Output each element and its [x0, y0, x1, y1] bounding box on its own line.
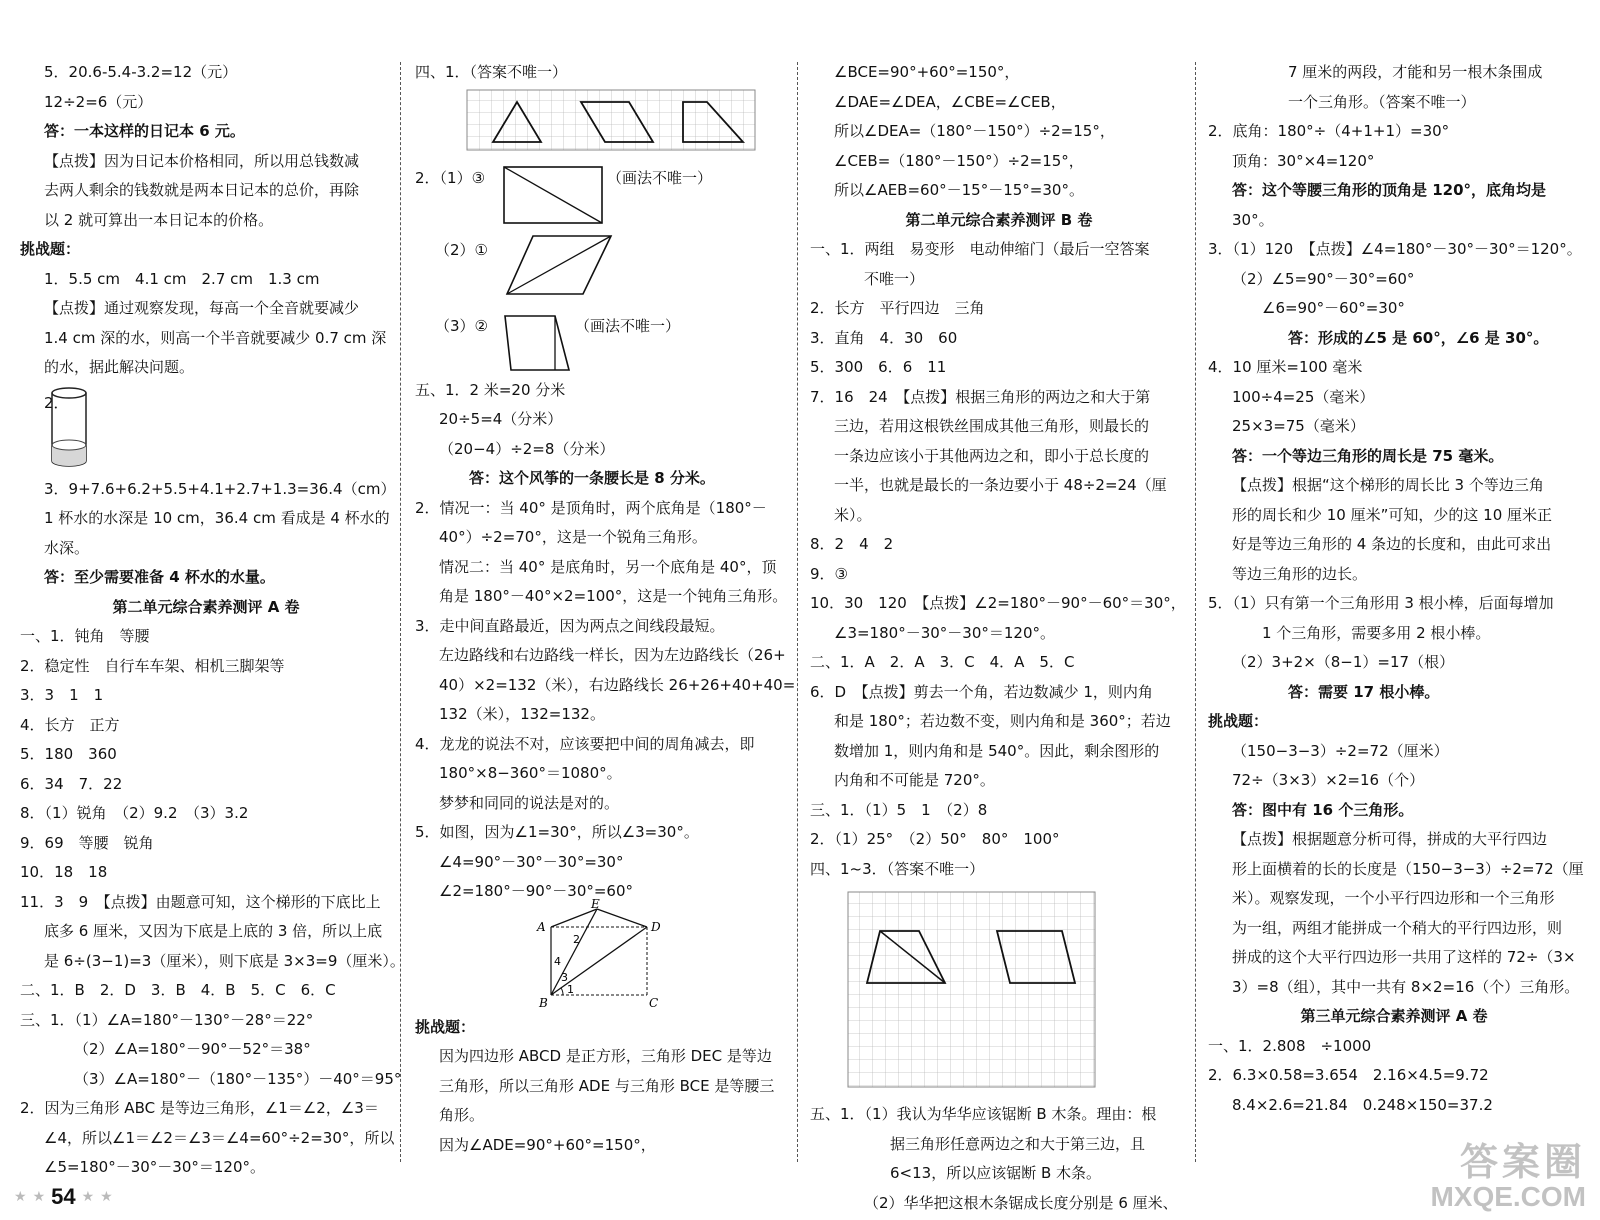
column-3 [810, 58, 1188, 1218]
text-line: 30°。 [1232, 210, 1274, 229]
page-number: 54 [51, 1184, 76, 1209]
column-4 [1208, 58, 1584, 1120]
text-line: ∠4=90°－30°－30°=30° [439, 852, 624, 871]
text-line: 2．（1）③ [415, 168, 486, 187]
grid-trapezoid-figure [846, 890, 1106, 1100]
text-line: （2）∠A=180°－90°－52°＝38° [74, 1040, 311, 1058]
answer-line: 答：需要 17 根小棒。 [1288, 682, 1440, 701]
text-line: 2．（1）25° （2）50° 80° 100° [810, 830, 1060, 848]
text-line: （画法不唯一） [575, 316, 681, 335]
text-line: 3．直角 4．30 60 [810, 328, 958, 347]
star-icon: ★ [14, 1189, 27, 1205]
text-line: ∠CEB=（180°－150°）÷2=15°， [834, 151, 1084, 170]
star-icon: ★ [100, 1189, 113, 1205]
text-line: 因为∠ADE=90°+60°=150°， [439, 1135, 656, 1154]
star-icon: ★ [32, 1189, 46, 1205]
column-separator [1195, 62, 1196, 1162]
text-line: （150−3−3）÷2=72（厘米） [1232, 741, 1449, 760]
answer-line: 答：这个风筝的一条腰长是 8 分米。 [469, 469, 715, 487]
text-line: 【点拨】通过观察发现，每高一个全音就要减少 [44, 299, 360, 317]
text-line: 数增加 1，则内角和是 540°。因此，剩余图形的 [834, 741, 1160, 760]
text-line: （3）∠A=180°－（180°－135°）－40°＝95° [74, 1069, 402, 1088]
text-line: 3．走中间直路最近，因为两点之间线段最短。 [415, 616, 725, 635]
point-label-E: E [591, 896, 600, 911]
text-line: （2）3+2×（8−1）=17（根） [1232, 653, 1455, 671]
section-heading: 挑战题： [20, 240, 81, 258]
text-line: 40°）÷2=70°，这是一个锐角三角形。 [439, 528, 707, 546]
point-label-D: D [651, 919, 661, 934]
column-separator [797, 62, 798, 1162]
text-line: 4．长方 正方 [20, 715, 120, 734]
answer-line: 答：这个等腰三角形的顶角是 120°，底角均是 [1232, 181, 1547, 199]
text-line: 8．（1）锐角 （2）9.2 （3）3.2 [20, 804, 249, 822]
text-line: 三角形，所以三角形 ADE 与三角形 BCE 是等腰三 [439, 1076, 775, 1095]
text-line: 一、1．两组 易变形 电动伸缩门（最后一空答案 [810, 240, 1150, 258]
text-line: 1 个三角形，需要多用 2 根小棒。 [1262, 623, 1491, 642]
text-line: 角是 180°－40°×2=100°，这是一个钝角三角形。 [439, 587, 788, 605]
text-line: 4．10 厘米=100 毫米 [1208, 358, 1363, 376]
text-line: 内角和不可能是 720°。 [834, 771, 995, 789]
text-line: 8.4×2.6=21.84 0.248×150=37.2 [1232, 1095, 1493, 1114]
text-line: 所以∠DEA=（180°－150°）÷2=15°， [834, 122, 1115, 140]
cylinder-figure [48, 385, 90, 471]
text-line: ∠4，所以∠1＝∠2＝∠3＝∠4=60°÷2=30°，所以 [44, 1128, 395, 1147]
answer-line: 答：至少需要准备 4 杯水的水量。 [44, 568, 275, 586]
text-line: 10．18 18 [20, 863, 108, 881]
text-line: 5．300 6．6 11 [810, 358, 947, 376]
text-line: 三、1．（1）∠A=180°－130°－28°＝22° [20, 1010, 314, 1029]
grid-shapes-figure [467, 88, 767, 158]
text-line: 一个三角形。（答案不唯一） [1288, 92, 1476, 111]
section-title: 第二单元综合素养测评 A 卷 [112, 597, 300, 616]
text-line: 12÷2=6（元） [44, 92, 153, 111]
text-line: 2．长方 平行四边 三角 [810, 299, 985, 317]
square-triangle-figure [533, 896, 713, 1013]
text-line: 角形。 [439, 1106, 485, 1124]
text-line: 为一组，两组才能拼成一个稍大的平行四边形，则 [1232, 918, 1563, 937]
text-line: 3．3 1 1 [20, 686, 104, 704]
column-2 [415, 58, 796, 1160]
text-line: 3）=8（组），其中一共有 8×2=16（个）三角形。 [1232, 977, 1580, 996]
text-line: 1．5.5 cm 4.1 cm 2.7 cm 1.3 cm [44, 269, 320, 288]
text-line: ∠6=90°－60°=30° [1262, 299, 1405, 317]
text-line: 1 杯水的水深是 10 cm，36.4 cm 看成是 4 杯水的 [44, 509, 390, 527]
rectangle-figure-row [415, 164, 790, 228]
parallelogram-divided-figure [505, 234, 615, 298]
text-line: 情况二：当 40° 是底角时，另一个底角是 40°，顶 [439, 557, 777, 576]
text-line: （2）∠5=90°－30°=60° [1232, 269, 1415, 288]
text-line: 米）。 [834, 505, 872, 524]
text-line: （2）① [435, 240, 488, 259]
text-line: 一、1．钝角 等腰 [20, 627, 150, 645]
text-line: 6．34 7．22 [20, 774, 123, 793]
text-line: 72÷（3×3）×2=16（个） [1232, 771, 1425, 789]
text-line: 【点拨】根据题意分析可得，拼成的大平行四边 [1232, 830, 1548, 848]
text-line: 好是等边三角形的 4 条边的长度和，由此可求出 [1232, 535, 1552, 553]
point-label-C: C [649, 995, 659, 1010]
text-line: 五、1．2 米=20 分米 [415, 380, 566, 399]
text-line: （3）② [435, 316, 488, 335]
text-line: 8．2 4 2 [810, 535, 894, 553]
text-line: 以 2 就可算出一本日记本的价格。 [44, 210, 274, 229]
text-line: 底多 6 厘米，又因为下底是上底的 3 倍，所以上底 [44, 922, 383, 940]
angle-label-1: 1 [567, 982, 574, 996]
text-line: 一、1．2.808 ÷1000 [1208, 1036, 1372, 1055]
answer-line: 答：形成的∠5 是 60°，∠6 是 30°。 [1288, 328, 1549, 347]
text-line: 三、1．（1）5 1 （2）8 [810, 800, 988, 819]
watermark-text: 答案圈 [1459, 1140, 1586, 1184]
text-line: 形上面横着的长的长度是（150−3−3）÷2=72（厘 [1232, 859, 1584, 878]
text-line: 所以∠AEB=60°－15°－15°=30°。 [834, 181, 1084, 199]
watermark-url: MXQE.COM [1430, 1181, 1586, 1212]
text-line: 4．龙龙的说法不对，应该要把中间的周角减去，即 [415, 734, 755, 753]
text-line: 2．因为三角形 ABC 是等边三角形，∠1＝∠2，∠3＝ [20, 1099, 379, 1117]
section-title: 第三单元综合素养测评 A 卷 [1300, 1007, 1488, 1025]
text-line: 25×3=75（毫米） [1232, 417, 1365, 435]
text-line: 6．D 【点拨】剪去一个角，若边数减少 1，则内角 [810, 682, 1153, 701]
section-heading: 挑战题： [1208, 712, 1269, 730]
point-label-A: A [537, 919, 546, 934]
text-line: 2． [44, 393, 69, 412]
answer-line: 答：一本这样的日记本 6 元。 [44, 122, 245, 140]
text-line: 2．6.3×0.58=3.654 2.16×4.5=9.72 [1208, 1066, 1489, 1084]
text-line: （20−4）÷2=8（分米） [439, 439, 615, 458]
text-line: ∠3=180°－30°－30°＝120°。 [834, 623, 1055, 642]
text-line: 5．如图，因为∠1=30°，所以∠3=30°。 [415, 823, 699, 841]
text-line: 3．（1）120 【点拨】∠4=180°－30°－30°＝120°。 [1208, 240, 1582, 258]
text-line: 132（米），132=132。 [439, 705, 605, 723]
angle-label-4: 4 [554, 954, 561, 968]
text-line: 6<13，所以应该锯断 B 木条。 [890, 1164, 1102, 1182]
watermark [1430, 1142, 1586, 1212]
text-line: 10．30 120 【点拨】∠2=180°－90°－60°＝30°， [810, 594, 1186, 612]
text-line: ∠BCE=90°+60°=150°， [834, 63, 1020, 81]
text-line: 去两人剩余的钱数就是两本日记本的总价，再除 [44, 181, 360, 199]
text-line: 三边，若用这根铁丝围成其他三角形，则最长的 [834, 417, 1150, 435]
point-label-B: B [539, 995, 548, 1010]
text-line: ∠5=180°－30°－30°＝120°。 [44, 1158, 265, 1176]
text-line: 20÷5=4（分米） [439, 410, 563, 428]
text-line: 3．9+7.6+6.2+5.5+4.1+2.7+1.3=36.4（cm） [44, 479, 396, 498]
text-line: 2．稳定性 自行车车架、相机三脚架等 [20, 656, 285, 675]
text-line: 因为四边形 ABCD 是正方形，三角形 DEC 是等边 [439, 1047, 772, 1065]
star-icon: ★ [81, 1189, 95, 1205]
text-line: 11．3 9 【点拨】由题意可知，这个梯形的下底比上 [20, 892, 381, 911]
text-line: 左边路线和右边路线一样长，因为左边路线长（26+ [439, 646, 786, 664]
angle-label-3: 3 [561, 970, 568, 984]
text-line: 【点拨】因为日记本价格相同，所以用总钱数减 [44, 151, 360, 170]
text-line: 拼成的这个大平行四边形一共用了这样的 72÷（3× [1232, 948, 1576, 966]
text-line: 9．③ [810, 564, 848, 583]
text-line: 9．69 等腰 锐角 [20, 833, 154, 852]
cylinder-figure-row [20, 383, 392, 475]
angle-label-2: 2 [573, 932, 580, 946]
column-1 [20, 58, 405, 1183]
text-line: 180°×8−360°＝1080°。 [439, 764, 622, 782]
text-line: 据三角形任意两边之和大于第三边，且 [890, 1134, 1146, 1153]
text-line: 五、1．（1）我认为华华应该锯断 B 木条。理由：根 [810, 1105, 1157, 1123]
parallelogram-figure-row [415, 232, 790, 308]
text-line: 的水，据此解决问题。 [44, 358, 195, 376]
text-line: 等边三角形的边长。 [1232, 564, 1368, 583]
text-line: ∠2=180°－90°－30°=60° [439, 882, 634, 900]
section-title: 第二单元综合素养测评 B 卷 [905, 210, 1093, 229]
text-line: （2）华华把这根木条锯成长度分别是 6 厘米、 [864, 1193, 1178, 1212]
text-line: 100÷4=25（毫米） [1232, 387, 1375, 406]
text-line: 是 6÷(3−1)=3（厘米），则下底是 3×3=9（厘米）。 [44, 951, 405, 970]
rectangle-divided-figure [503, 166, 603, 226]
text-line: 顶角：30°×4=120° [1232, 151, 1375, 170]
text-line: 2．情况一：当 40° 是顶角时，两个底角是（180°－ [415, 498, 767, 517]
text-line: 5．（1）只有第一个三角形用 3 根小棒，后面每增加 [1208, 594, 1554, 612]
text-line: 二、1．A 2．A 3．C 4．A 5．C [810, 653, 1075, 671]
answer-line: 答：图中有 16 个三角形。 [1232, 800, 1414, 819]
text-line: 形的周长和少 10 厘米”可知，少的这 10 厘米正 [1232, 505, 1553, 524]
text-line: （画法不唯一） [607, 168, 713, 187]
page-footer [14, 1184, 113, 1210]
text-line: ∠DAE=∠DEA，∠CBE=∠CEB， [834, 92, 1066, 111]
trapezoid-divided-figure [503, 314, 573, 374]
text-line: 不唯一） [864, 269, 925, 288]
text-line: 米）。观察发现，一个小平行四边形和一个三角形 [1232, 889, 1555, 907]
text-line: 【点拨】根据“这个梯形的周长比 3 个等边三角 [1232, 476, 1544, 494]
text-line: 5．180 360 [20, 745, 117, 763]
text-line: 水深。 [44, 538, 90, 557]
text-line: 二、1．B 2．D 3．B 4．B 5．C 6．C [20, 981, 336, 999]
answer-line: 答：一个等边三角形的周长是 75 毫米。 [1232, 446, 1504, 465]
text-line: 一条边应该小于其他两边之和，即小于总长度的 [834, 446, 1150, 465]
text-line: 一半，也就是最长的一条边要小于 48÷2=24（厘 [834, 476, 1167, 494]
column-separator [400, 62, 401, 1162]
text-line: 2．底角：180°÷（4+1+1）=30° [1208, 122, 1450, 140]
text-line: 和是 180°；若边数不变，则内角和是 360°；若边 [834, 712, 1171, 730]
trapezoid-figure-row [415, 312, 790, 376]
text-line: 40）×2=132（米），右边路线长 26+26+40+40= [439, 675, 796, 694]
text-line: 7．16 24 【点拨】根据三角形的两边之和大于第 [810, 387, 1151, 406]
text-line: 四、1．（答案不唯一） [415, 63, 568, 81]
text-line: 7 厘米的两段，才能和另一根木条围成 [1288, 63, 1543, 81]
text-line: 1.4 cm 深的水，则高一个半音就要减少 0.7 cm 深 [44, 328, 387, 347]
text-line: 5．20.6-5.4-3.2=12（元） [44, 63, 238, 81]
text-line: 四、1~3．（答案不唯一） [810, 859, 985, 878]
section-heading: 挑战题： [415, 1017, 476, 1036]
text-line: 梦梦和同同的说法是对的。 [439, 793, 620, 812]
